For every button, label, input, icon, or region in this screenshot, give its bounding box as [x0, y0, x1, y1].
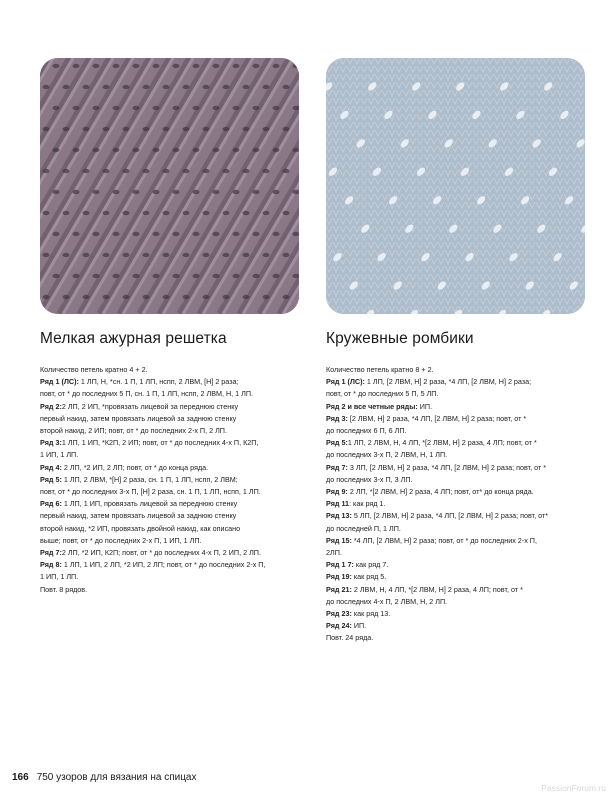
row-text: 2ЛП.	[326, 548, 342, 558]
row-text: 1 ЛП, 2 ЛВМ, Н, 4 ЛП, *[2 ЛВМ, Н] 2 раза, 4 ЛП; повт, от *	[347, 438, 537, 448]
row-label: Ряд 13:	[326, 511, 352, 521]
left-pattern-column	[40, 330, 312, 596]
instruction-line	[326, 596, 598, 608]
row-text: до последних 4-х П, 2 ЛВМ, Н, 2 ЛП.	[326, 596, 448, 606]
row-text: Повт. 8 рядов.	[40, 584, 88, 594]
instruction-line	[40, 364, 312, 376]
row-label: Ряд 11	[326, 499, 350, 509]
row-text: 1 ЛП, Н, *сн. 1 П, 1 ЛП, нспп, 2 ЛВМ, [Н] 2 раза;	[78, 377, 239, 387]
instruction-line	[326, 498, 598, 510]
instruction-line	[40, 388, 312, 400]
instruction-line	[326, 584, 598, 596]
row-text: 1 ЛП, 1 ИП, провязать лицевой за переднюю стенку	[61, 499, 238, 509]
row-text: первый накид, затем провязать лицевой за заднюю стенку	[40, 511, 237, 521]
right-pattern-title: Кружевные ромбики	[326, 330, 474, 347]
row-text: повт, от * до последних 3-х П, [Н] 2 раза, сн. 1 П, 1 ЛП, нспп, 1 ЛП.	[40, 487, 261, 497]
row-text: ИП.	[351, 621, 367, 631]
instruction-line	[40, 559, 312, 571]
instruction-line	[326, 559, 598, 571]
row-text: повт, от * до последних 5 П, сн. 1 П, 1 ЛП, нспп, 2 ЛВМ, Н, 1 ЛП.	[40, 389, 254, 399]
row-text: второй накид, 2 ИП; повт, от * до последних 2-х П, 2 ЛП.	[40, 426, 227, 436]
row-text: : как ряд 1.	[349, 499, 386, 509]
row-text: как ряд 5.	[351, 572, 387, 582]
row-text: 5 ЛП, [2 ЛВМ, Н] 2 раза, *4 ЛП, [2 ЛВМ, Н] 2 раза; повт, от*	[351, 511, 549, 521]
row-text: Повт. 24 ряда.	[326, 633, 374, 643]
row-label: Ряд 15:	[326, 535, 352, 545]
row-text: 1 ЛП, 1 ИП, *К2П, 2 ИП; повт, от * до последних 4-х П, К2П,	[61, 438, 259, 448]
instruction-line	[40, 571, 312, 583]
row-text: второй накид, *2 ИП, провязать двойной накид, как описано	[40, 523, 241, 533]
row-text: 1 ИП, 1 ЛП.	[40, 450, 79, 460]
instruction-line	[326, 608, 598, 620]
diamond-swatch-photo	[326, 58, 585, 314]
row-label: Ряд 1 (ЛС):	[326, 377, 365, 387]
row-text: 1 ИП, 1 ЛП.	[40, 572, 79, 582]
lattice-swatch-photo	[40, 58, 299, 314]
left-pattern-instructions	[40, 364, 312, 596]
instruction-line	[40, 510, 312, 522]
row-label: Ряд 5:	[40, 474, 62, 484]
row-text: 2 ЛВМ, Н, 4 ЛП, *[2 ЛВМ, Н] 2 раза, 4 ЛП; повт, от *	[351, 584, 523, 594]
row-label: Ряд 21:	[326, 584, 352, 594]
row-text: 2 ЛП, 2 ИП, *провязать лицевой за переднюю стенку	[61, 401, 239, 411]
instruction-line	[40, 486, 312, 498]
row-label: Ряд 1 7:	[326, 560, 354, 570]
row-text: 2 ЛП, *2 ИП, 2 ЛП; повт, от * до конца ряда.	[61, 462, 209, 472]
instruction-line	[326, 547, 598, 559]
instruction-line	[326, 632, 598, 644]
instruction-line	[326, 462, 598, 474]
row-text: *4 ЛП, [2 ЛВМ, Н] 2 раза; повт, от * до последних 2-х П,	[351, 535, 537, 545]
instruction-line	[40, 523, 312, 535]
instruction-line	[40, 425, 312, 437]
instruction-line	[40, 462, 312, 474]
instruction-line	[40, 376, 312, 388]
row-label: Ряд 5:	[326, 438, 348, 448]
row-text: до последних 3-х П, 3 ЛП.	[326, 474, 413, 484]
row-label: Ряд 7:	[40, 548, 62, 558]
instruction-line	[326, 388, 598, 400]
row-label: Ряд 6:	[40, 499, 62, 509]
instruction-line	[326, 510, 598, 522]
instruction-line	[40, 449, 312, 461]
instruction-line	[326, 486, 598, 498]
instruction-line	[40, 413, 312, 425]
row-text: Количество петель кратно 4 + 2.	[40, 365, 148, 374]
instruction-line	[326, 437, 598, 449]
instruction-line	[40, 437, 312, 449]
instruction-line	[326, 425, 598, 437]
instruction-line	[326, 413, 598, 425]
instruction-line	[326, 376, 598, 388]
row-text: ИП.	[417, 401, 433, 411]
row-label: Ряд 1 (ЛС):	[40, 377, 79, 387]
instruction-line	[40, 584, 312, 596]
row-text: 1 ЛП, [2 ЛВМ, Н] 2 раза, *4 ЛП, [2 ЛВМ, Н] 2 раза;	[364, 377, 532, 387]
instruction-line	[40, 474, 312, 486]
row-label: Ряд 3:	[326, 413, 348, 423]
instruction-line	[40, 547, 312, 559]
instruction-line	[326, 364, 598, 376]
instruction-line	[326, 401, 598, 413]
row-text: первый накид, затем провязать лицевой за заднюю стенку	[40, 413, 237, 423]
row-text: 3 ЛП, [2 ЛВМ, Н] 2 раза, *4 ЛП, [2 ЛВМ, Н] 2 раза; повт, от *	[347, 462, 547, 472]
instruction-line	[326, 535, 598, 547]
row-text: 1 ЛП, 2 ЛВМ, *[Н] 2 раза, сн. 1 П, 1 ЛП, нспп, 2 ЛВМ;	[61, 474, 238, 484]
watermark: PassionForum.ru	[541, 783, 606, 793]
instruction-line	[40, 401, 312, 413]
row-label: Ряд 2:	[40, 401, 62, 411]
row-text: до последней П, 1 ЛП.	[326, 523, 401, 533]
row-text: до последних 3-х П, 2 ЛВМ, Н, 1 ЛП.	[326, 450, 448, 460]
row-label: Ряд 24:	[326, 621, 352, 631]
instruction-line	[326, 571, 598, 583]
row-label: Ряд 23:	[326, 609, 352, 619]
row-text: 1 ЛП, 1 ИП, 2 ЛП, *2 ИП, 2 ЛП; повт, от * до последних 2-х П,	[61, 560, 266, 570]
book-title: 750 узоров для вязания на спицах	[36, 772, 197, 783]
instruction-line	[40, 535, 312, 547]
instruction-line	[40, 498, 312, 510]
page-number: 166	[12, 772, 29, 783]
row-text: повт, от * до последних 5 П, 5 ЛП.	[326, 389, 439, 399]
row-label: Ряд 19:	[326, 572, 352, 582]
right-pattern-column	[326, 330, 598, 645]
row-label: Ряд 8:	[40, 560, 62, 570]
instruction-line	[326, 620, 598, 632]
row-text: 2 ЛП, *[2 ЛВМ, Н] 2 раза, 4 ЛП; повт, от* до конца ряда.	[347, 487, 534, 497]
row-label: Ряд 3:	[40, 438, 62, 448]
instruction-line	[326, 449, 598, 461]
row-text: выше; повт, от * до последних 2-х П, 1 ИП, 1 ЛП.	[40, 535, 202, 545]
page-footer	[12, 772, 196, 783]
left-pattern-title: Мелкая ажурная решетка	[40, 330, 227, 347]
row-text: 2 ЛП, *2 ИП, К2П; повт, от * до последних 4-х П, 2 ИП, 2 ЛП.	[61, 548, 261, 558]
row-text: до последних 6 П, 6 ЛП.	[326, 426, 407, 436]
row-label: Ряд 2 и все четные ряды:	[326, 401, 418, 411]
instruction-line	[326, 523, 598, 535]
right-pattern-instructions	[326, 364, 598, 645]
row-text: как ряд 13.	[351, 609, 391, 619]
instruction-line	[326, 474, 598, 486]
row-text: [2 ЛВМ, Н] 2 раза, *4 ЛП, [2 ЛВМ, Н] 2 раза; повт, от *	[347, 413, 527, 423]
row-label: Ряд 4:	[40, 462, 62, 472]
row-label: Ряд 9:	[326, 487, 348, 497]
row-label: Ряд 7:	[326, 462, 348, 472]
row-text: Количество петель кратно 8 + 2.	[326, 365, 434, 374]
row-text: как ряд 7.	[353, 560, 389, 570]
